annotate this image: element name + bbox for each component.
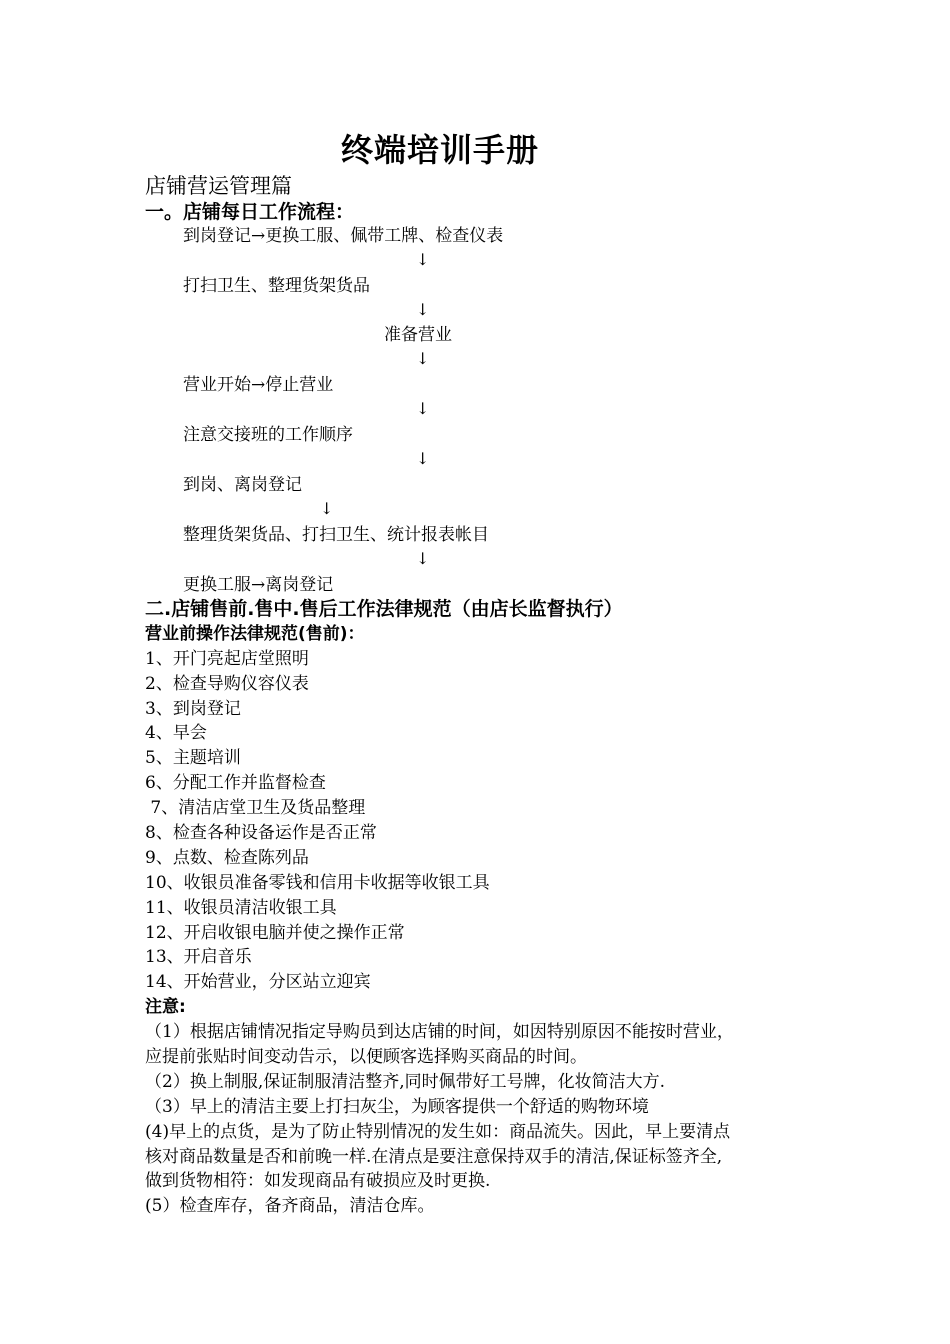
- note-line: (5）检查库存，备齐商品，清洁仓库。: [145, 1196, 435, 1216]
- flow-step-5: 注意交接班的工作顺序: [183, 425, 353, 445]
- down-arrow-icon: ↓: [416, 349, 430, 368]
- list-item: 14、开始营业，分区站立迎宾: [145, 972, 371, 992]
- list-item: 4、早会: [145, 723, 207, 743]
- list-item: 8、检查各种设备运作是否正常: [145, 823, 377, 843]
- note-line: 做到货物相符：如发现商品有破损应及时更换.: [145, 1171, 491, 1191]
- down-arrow-icon: ↓: [416, 300, 430, 319]
- list-item: 1、开门亮起店堂照明: [145, 649, 309, 669]
- note-line: （1）根据店铺情况指定导购员到达店铺的时间，如因特别原因不能按时营业，: [145, 1022, 734, 1042]
- flow-step-7: 整理货架货品、打扫卫生、统计报表帐目: [183, 525, 489, 545]
- list-item: 9、点数、检查陈列品: [145, 848, 309, 868]
- section-1-heading: 一。店铺每日工作流程：: [145, 201, 355, 223]
- note-line: （3）早上的清洁主要上打扫灰尘，为顾客提供一个舒适的购物环境: [145, 1097, 649, 1117]
- note-line: 核对商品数量是否和前晚一样.在清点是要注意保持双手的清洁,保证标签齐全,: [145, 1147, 723, 1167]
- flow-step-6: 到岗、离岗登记: [183, 475, 302, 495]
- flow-step-8: 更换工服→离岗登记: [183, 575, 334, 595]
- list-item: 5、主题培训: [145, 748, 241, 768]
- flow-step-2: 打扫卫生、整理货架货品: [183, 276, 370, 296]
- list-item: 12、开启收银电脑并使之操作正常: [145, 923, 405, 943]
- note-line: (4)早上的点货，是为了防止特别情况的发生如：商品流失。因此，早上要清点: [145, 1122, 731, 1142]
- down-arrow-icon: ↓: [416, 549, 430, 568]
- note-line: （2）换上制服,保证制服清洁整齐,同时佩带好工号牌，化妆简洁大方.: [145, 1072, 666, 1092]
- down-arrow-icon: ↓: [416, 399, 430, 418]
- note-heading: 注意:: [145, 997, 186, 1017]
- down-arrow-icon: ↓: [320, 499, 334, 518]
- list-item: 3、到岗登记: [145, 699, 241, 719]
- flow-step-1: 到岗登记→更换工服、佩带工牌、检查仪表: [183, 226, 504, 246]
- note-line: 应提前张贴时间变动告示，以便顾客选择购买商品的时间。: [145, 1047, 587, 1067]
- list-item: 2、检查导购仪容仪表: [145, 674, 309, 694]
- list-item: 6、分配工作并监督检查: [145, 773, 326, 793]
- flow-step-4: 营业开始→停止营业: [183, 375, 334, 395]
- section-2-heading: 二.店铺售前.售中.售后工作法律规范（由店长监督执行）: [145, 598, 623, 620]
- down-arrow-icon: ↓: [416, 250, 430, 269]
- pre-sale-heading: 营业前操作法律规范(售前)：: [145, 624, 365, 644]
- down-arrow-icon: ↓: [416, 449, 430, 468]
- list-item: 10、收银员准备零钱和信用卡收据等收银工具: [145, 873, 490, 893]
- list-item: 7、清洁店堂卫生及货品整理: [145, 798, 366, 818]
- page-subtitle: 店铺营运管理篇: [145, 174, 292, 198]
- list-item: 13、开启音乐: [145, 947, 252, 967]
- list-item: 11、收银员清洁收银工具: [145, 898, 337, 918]
- flow-step-3: 准备营业: [384, 325, 452, 345]
- page-title: 终端培训手册: [340, 131, 539, 169]
